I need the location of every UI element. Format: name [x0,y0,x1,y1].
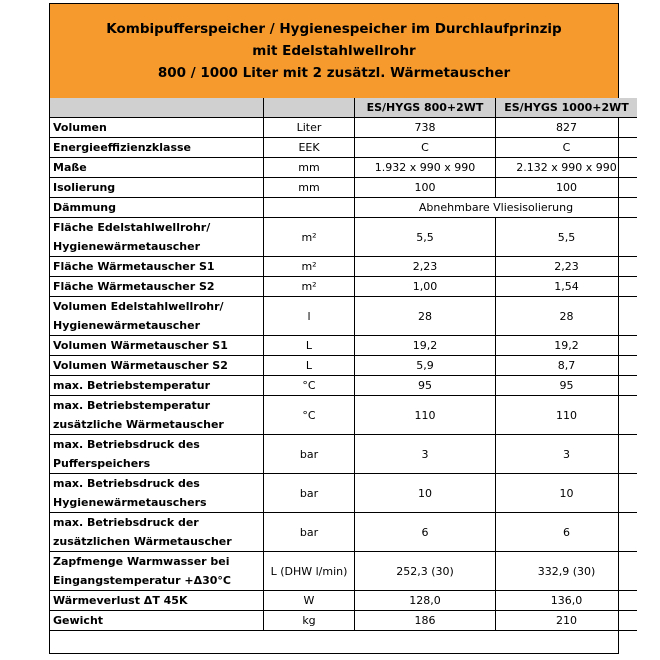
row-value-1000: 2.132 x 990 x 990 [496,158,638,178]
row-value-800: 6 [355,513,496,552]
row-label: Gewicht [50,611,264,631]
row-value-800: 110 [355,396,496,435]
title-banner [50,4,618,99]
row-unit [264,198,355,218]
row-value-1000: 3 [496,435,638,474]
row-value-800: 2,23 [355,257,496,277]
row-label: Isolierung [50,178,264,198]
row-value-800: 252,3 (30) [355,552,496,591]
row-unit: W [264,591,355,611]
row-unit: kg [264,611,355,631]
row-value-merged: Abnehmbare Vliesisolierung [355,198,638,218]
row-value-800: 95 [355,376,496,396]
row-value-1000: 210 [496,611,638,631]
table-row [50,138,637,158]
row-value-1000: 10 [496,474,638,513]
row-value-800: 1.932 x 990 x 990 [355,158,496,178]
row-label: max. Betriebstemperatur [50,376,264,396]
row-value-800: 3 [355,435,496,474]
table-row [50,297,637,336]
row-label: max. Betriebsdruck des Hygienewärmetauschers [50,474,264,513]
row-label: Energieeffizienzklasse [50,138,264,158]
row-value-1000: 8,7 [496,356,638,376]
table-row [50,336,637,356]
row-label: Fläche Wärmetauscher S2 [50,277,264,297]
column-header-name [50,98,264,118]
row-unit: m² [264,218,355,257]
column-header-unit [264,98,355,118]
title-line-2: mit Edelstahlwellrohr [252,43,416,59]
row-unit: bar [264,474,355,513]
row-unit: EEK [264,138,355,158]
table-row [50,435,637,474]
table-row [50,611,637,631]
row-value-800: C [355,138,496,158]
row-unit: mm [264,158,355,178]
row-unit: bar [264,435,355,474]
row-label: Volumen Edelstahlwellrohr/ Hygienewärmetauscher [50,297,264,336]
table-row [50,552,637,591]
row-value-800: 1,00 [355,277,496,297]
row-label: Dämmung [50,198,264,218]
row-value-1000: 5,5 [496,218,638,257]
table-row [50,513,637,552]
row-value-800: 28 [355,297,496,336]
table-row [50,198,637,218]
row-label: Volumen [50,118,264,138]
row-label: Volumen Wärmetauscher S2 [50,356,264,376]
spec-sheet [49,3,629,654]
table-row [50,474,637,513]
row-unit: °C [264,396,355,435]
row-value-800: 100 [355,178,496,198]
row-value-800: 19,2 [355,336,496,356]
row-label: Maße [50,158,264,178]
column-header-model-800: ES/HYGS 800+2WT [355,98,496,118]
row-value-800: 186 [355,611,496,631]
row-value-800: 738 [355,118,496,138]
row-label: max. Betriebsdruck des Pufferspeichers [50,435,264,474]
table-row [50,257,637,277]
row-unit: mm [264,178,355,198]
table-row [50,178,637,198]
table-row [50,277,637,297]
title-line-3: 800 / 1000 Liter mit 2 zusätzl. Wärmetauscher [157,65,511,81]
row-label: max. Betriebstemperatur zusätzliche Wärmetauscher [50,396,264,435]
row-value-1000: 110 [496,396,638,435]
row-label: Zapfmenge Warmwasser bei Eingangstemperatur +Δ30°C [50,552,264,591]
row-value-1000: C [496,138,638,158]
row-unit: Liter [264,118,355,138]
row-label: max. Betriebsdruck der zusätzlichen Wärmetauscher [50,513,264,552]
row-unit: L [264,336,355,356]
row-value-1000: 1,54 [496,277,638,297]
specifications-table [50,98,637,631]
table-row [50,218,637,257]
row-value-800: 128,0 [355,591,496,611]
row-unit: m² [264,257,355,277]
row-unit: l [264,297,355,336]
row-value-1000: 6 [496,513,638,552]
table-row [50,118,637,138]
row-value-1000: 2,23 [496,257,638,277]
row-value-800: 10 [355,474,496,513]
row-value-1000: 827 [496,118,638,138]
table-row [50,376,637,396]
row-value-800: 5,5 [355,218,496,257]
table-row [50,591,637,611]
row-unit: °C [264,376,355,396]
table-row [50,158,637,178]
row-value-800: 5,9 [355,356,496,376]
row-value-1000: 100 [496,178,638,198]
column-header-model-1000: ES/HYGS 1000+2WT [496,98,638,118]
row-label: Wärmeverlust ΔT 45K [50,591,264,611]
row-value-1000: 95 [496,376,638,396]
row-unit: bar [264,513,355,552]
row-value-1000: 19,2 [496,336,638,356]
row-value-1000: 332,9 (30) [496,552,638,591]
row-value-1000: 136,0 [496,591,638,611]
row-unit: L (DHW l/min) [264,552,355,591]
row-unit: L [264,356,355,376]
row-unit: m² [264,277,355,297]
table-row [50,356,637,376]
title-line-1: Kombipufferspeicher / Hygienespeicher im Durchlaufprinzip [106,21,562,37]
row-label: Volumen Wärmetauscher S1 [50,336,264,356]
row-value-1000: 28 [496,297,638,336]
table-row [50,396,637,435]
table-header-row [50,98,637,118]
row-label: Fläche Edelstahlwellrohr/ Hygienewärmetauscher [50,218,264,257]
row-label: Fläche Wärmetauscher S1 [50,257,264,277]
